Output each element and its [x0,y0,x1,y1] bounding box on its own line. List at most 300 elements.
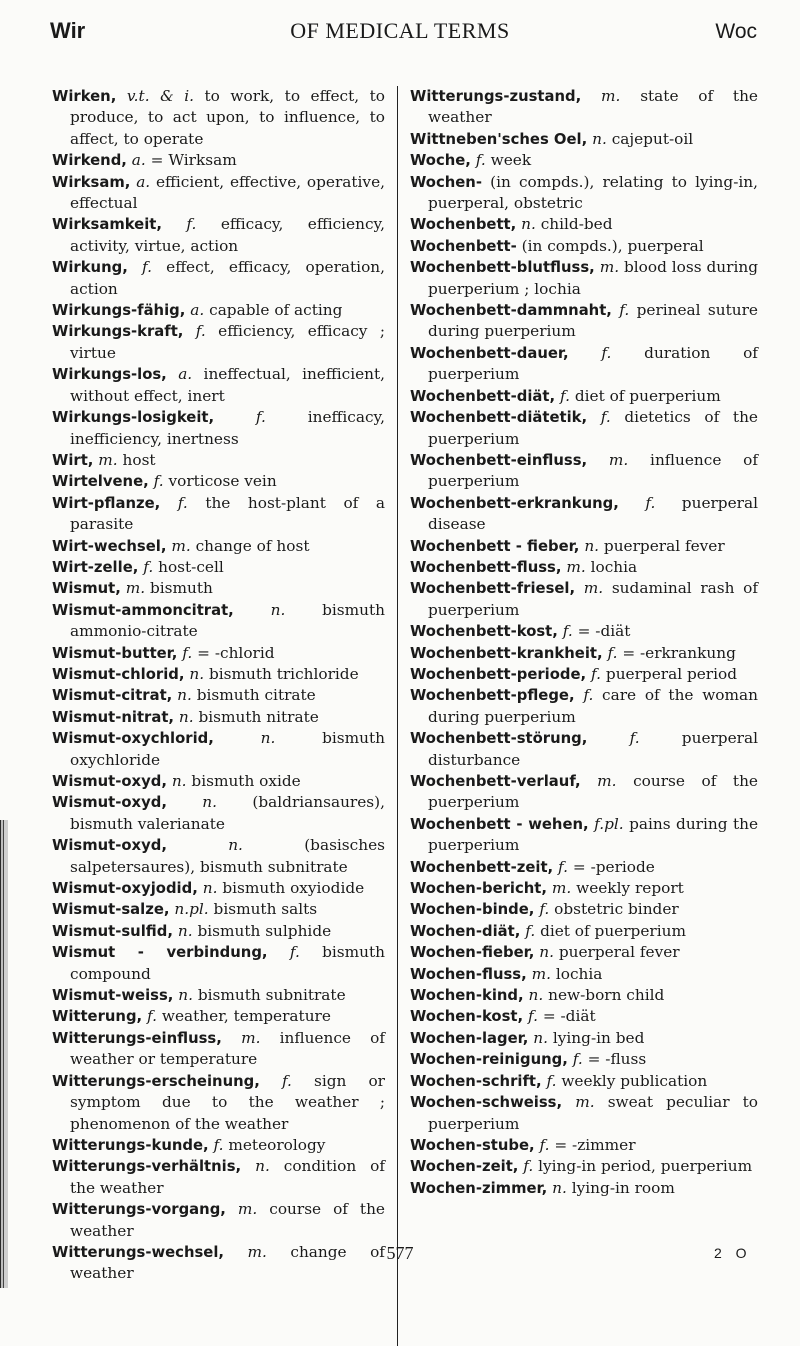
dictionary-entry [410,257,758,300]
entry-grammar: f. [186,215,197,234]
entry-definition: = -diät [577,622,631,641]
entry-grammar: f. [195,322,206,341]
entry-definition: bismuth [149,579,213,598]
dictionary-entry [410,578,758,621]
entry-definition: bismuth citrate [196,686,316,705]
entry-grammar: n. [270,600,286,619]
left-column [52,86,385,1285]
dictionary-entry [410,150,758,171]
page-number: 577 [386,1243,414,1263]
dictionary-entry [410,1135,758,1156]
entry-headword: Wochenbett, [410,216,517,234]
entry-headword: Wochen-schrift, [410,1072,542,1090]
entry-grammar: n.pl. [174,900,209,919]
header-last-guide-word: Woc [715,20,757,43]
entry-headword: Wochenbett-krankheit, [410,644,603,662]
entry-grammar: m. [125,579,146,598]
entry-definition: change of weather [70,1242,385,1283]
entry-headword: Wochenbett-periode, [410,665,587,683]
entry-definition: lochia [590,557,638,576]
dictionary-entry [410,985,758,1006]
dictionary-entry [52,985,385,1006]
dictionary-entry [410,1049,758,1070]
entry-grammar: f. [255,408,266,427]
entry-headword: Wismut-oxyd, [52,837,167,855]
entry-grammar: f. [539,1135,550,1154]
dictionary-entry [52,557,385,578]
entry-headword: Wirt-pflanze, [52,494,161,512]
entry-grammar: f. [475,151,486,170]
entry-definition: diet of puerperium [540,921,686,940]
entry-headword: Wirkung, [52,259,128,277]
entry-grammar: n. [202,793,218,812]
entry-headword: Wochenbett-dammnaht, [410,302,612,320]
entry-definition: cajeput-oil [611,129,694,148]
entry-grammar: f. [147,1007,158,1026]
entry-definition: bismuth ammonio-citrate [70,600,385,641]
entry-definition: = Wirksam [150,151,237,170]
entry-headword: Wochenbett- [410,237,517,255]
dictionary-entry [52,899,385,920]
entry-grammar: n. [521,215,536,234]
entry-headword: Wirt, [52,451,94,469]
entry-grammar: n. [178,707,194,726]
entry-definition: week [490,151,532,170]
entry-grammar: a. [136,172,151,191]
dictionary-entry [52,1028,385,1071]
entry-headword: Wismut-nitrat, [52,708,175,726]
entry-definition: course of the weather [70,1200,385,1240]
entry-grammar: f. [583,686,594,705]
entry-headword: Wochenbett-zeit, [410,858,554,876]
entry-headword: Wochen-zimmer, [410,1179,548,1197]
entry-grammar: f. [153,472,164,491]
header-title: OF MEDICAL TERMS [290,18,510,43]
dictionary-entry [410,771,758,814]
entry-grammar: m. [241,1028,261,1047]
entry-headword: Wirtelvene, [52,473,149,491]
dictionary-entry [410,86,758,129]
entry-definition: efficient, effective, operative, effectual [70,172,385,213]
entry-definition: efficacy, efficiency, activity, virtue, action [70,215,385,255]
entry-headword: Wochen-fluss, [410,965,527,983]
dictionary-entry [52,300,385,321]
entry-headword: Wirkungs-kraft, [52,323,184,341]
entry-grammar: m. [597,772,617,790]
entry-grammar: f. [572,1050,583,1069]
entry-headword: Wochenbett-pflege, [410,687,575,705]
entry-grammar: n. [592,129,607,148]
entry-headword: Wirken, [52,88,117,105]
entry-headword: Wirkungs-losigkeit, [52,409,215,427]
entry-definition: weekly publication [561,1071,708,1090]
right-column [410,86,758,1199]
dictionary-entry [52,664,385,685]
dictionary-entry [410,1178,758,1199]
entry-definition: host-cell [158,557,224,576]
entry-definition: dietetics of the puerperium [428,408,758,448]
dictionary-entry [410,942,758,963]
entry-headword: Wochenbett-diätetik, [410,409,588,427]
entry-headword: Wirt-wechsel, [52,537,167,555]
entry-definition: obstetric binder [554,900,679,919]
entry-grammar: m. [551,879,572,898]
entry-grammar: f. [143,557,154,576]
entry-headword: Wismut-weiss, [52,987,174,1005]
entry-grammar: m. [601,87,621,105]
entry-headword: Wochenbett-friesel, [410,580,576,598]
entry-definition: bismuth sulphide [197,921,332,940]
entry-grammar: n. [178,986,193,1005]
dictionary-entry [410,450,758,493]
entry-definition: (in compds.), puerperal [521,236,704,255]
dictionary-entry [52,792,385,835]
entry-headword: Wismut-oxychlorid, [52,730,214,748]
entry-definition: bismuth trichloride [208,664,359,683]
entry-headword: Wochen-lager, [410,1029,529,1047]
entry-definition: vorticose vein [168,472,277,491]
dictionary-entry [52,942,385,985]
dictionary-entry [52,771,385,792]
entry-grammar: n. [189,664,205,683]
entry-headword: Witterungs-zustand, [410,88,582,105]
dictionary-entry [52,364,385,407]
entry-definition: influence of puerperium [428,450,758,491]
dictionary-entry [52,578,385,599]
entry-headword: Wochenbett-verlauf, [410,773,581,790]
entry-headword: Wismut-butter, [52,644,178,662]
entry-headword: Wochen-stube, [410,1136,535,1154]
dictionary-entry [52,150,385,171]
entry-definition: bismuth oxide [191,772,301,790]
entry-definition: bismuth oxychloride [70,729,385,769]
dictionary-entry [52,707,385,728]
column-divider [397,86,398,1346]
entry-grammar: f. [601,343,612,362]
entry-headword: Wochenbett - wehen, [410,815,589,833]
entry-grammar: a. [190,301,205,320]
entry-definition: = -chlorid [197,643,275,662]
entry-definition: bismuth compound [70,943,385,983]
entry-headword: Wirksamkeit, [52,216,162,234]
entry-grammar: m. [98,450,118,469]
entry-grammar: f. [546,1071,557,1090]
dictionary-entry [52,685,385,706]
entry-definition: bismuth oxyiodide [222,879,365,898]
dictionary-entry [52,321,385,364]
dictionary-entry [52,257,385,300]
dictionary-entry [410,1071,758,1092]
signature-mark: 2 O [714,1245,752,1261]
entry-definition: bismuth salts [213,900,318,919]
entry-grammar: n. [177,921,193,940]
dictionary-entry [52,214,385,257]
entry-headword: Wirt-zelle, [52,558,139,576]
entry-headword: Wochenbett-dauer, [410,344,569,362]
dictionary-entry [410,129,758,150]
entry-grammar: n. [552,1178,567,1197]
entry-definition: lying-in bed [552,1028,645,1047]
entry-definition: sign or symptom due to the weather ; phenomenon of the weather [70,1071,385,1133]
entry-definition: puerperal fever [558,943,680,962]
dictionary-entry [52,450,385,471]
entry-grammar: f. [525,921,536,940]
entry-headword: Wismut-chlorid, [52,665,185,683]
entry-grammar: m. [566,557,586,576]
dictionary-entry [410,557,758,578]
entry-grammar: a. [131,151,146,170]
entry-grammar: f. [558,857,569,876]
dictionary-entry [52,835,385,878]
entry-definition: = -diät [542,1007,596,1026]
entry-definition: capable of acting [209,301,343,320]
entry-headword: Wochen-kind, [410,987,524,1005]
entry-definition: ineffectual, inefficient, without effect, inert [70,365,385,405]
dictionary-entry [52,1006,385,1027]
entry-definition: puerperal fever [603,536,725,555]
entry-grammar: f. [607,643,618,662]
entry-definition: = -periode [572,857,655,876]
entry-grammar: n. [177,686,192,705]
entry-headword: Witterungs-erscheinung, [52,1072,260,1090]
page-footer [0,1243,800,1267]
dictionary-entry [410,386,758,407]
entry-headword: Wochen-binde, [410,901,535,919]
entry-headword: Wochenbett-fluss, [410,558,562,576]
entry-headword: Wismut, [52,580,121,598]
entry-grammar: f. [600,408,611,427]
dictionary-entry [410,1092,758,1135]
entry-grammar: v.t. & i. [126,87,194,105]
entry-headword: Wochenbett-kost, [410,623,558,641]
entry-headword: Wochenbett-erkrankung, [410,494,619,512]
dictionary-entry [410,1028,758,1049]
entry-definition: course of the puerperium [428,772,758,812]
dictionary-entry [410,493,758,536]
entry-headword: Wismut-salze, [52,901,170,919]
dictionary-entry [52,728,385,771]
entry-definition: = -erkrankung [622,643,736,662]
dictionary-entry [52,471,385,492]
entry-grammar: m. [531,964,551,983]
entry-grammar: m. [237,1200,258,1219]
dictionary-entry [52,1071,385,1135]
dictionary-entry [410,536,758,557]
entry-headword: Wochen-reinigung, [410,1051,568,1069]
dictionary-entry [52,921,385,942]
entry-grammar: f. [213,1135,224,1154]
entry-grammar: n. [539,943,554,962]
entry-grammar: n. [533,1028,548,1047]
entry-headword: Wochen- [410,173,482,191]
entry-headword: Witterungs-kunde, [52,1136,209,1154]
entry-grammar: m. [247,1242,267,1261]
entry-headword: Wochen-bericht, [410,880,547,898]
entry-definition: to work, to effect, to produce, to act upon, to influence, to affect, to operate [70,87,385,148]
entry-definition: = -zimmer [554,1135,636,1154]
dictionary-entry [410,857,758,878]
entry-headword: Wirkungs-los, [52,366,167,384]
dictionary-entry [410,407,758,450]
entry-grammar: m. [608,450,629,469]
entry-headword: Wochenbett-störung, [410,730,588,748]
entry-definition: new-born child [548,986,665,1005]
entry-grammar: n. [255,1157,270,1176]
entry-definition: duration of puerperium [428,343,758,384]
entry-definition: meteorology [228,1135,326,1154]
entry-definition: weather, temperature [161,1007,331,1026]
dictionary-entry [52,493,385,536]
entry-definition: diet of puerperium [574,386,721,405]
entry-grammar: f. [591,664,602,683]
entry-headword: Wochenbett-diät, [410,387,556,405]
entry-grammar: n. [202,879,218,898]
entry-definition: blood loss during puerperium ; lochia [428,258,758,298]
entry-headword: Wismut-oxyd, [52,794,167,812]
entry-grammar: f. [559,386,570,405]
entry-definition: puerperal disease [428,493,758,534]
entry-headword: Wismut-oxyd, [52,773,167,790]
entry-grammar: f. [182,643,193,662]
entry-definition: change of host [195,536,310,555]
entry-headword: Wismut - verbindung, [52,944,268,962]
entry-headword: Wochen-zeit, [410,1158,519,1176]
dictionary-entry [52,1135,385,1156]
entry-definition: child-bed [540,215,613,234]
entry-grammar: n. [528,986,544,1005]
entry-headword: Wirkungs-fähig, [52,302,186,320]
entry-grammar: n. [584,536,600,555]
entry-grammar: f. [629,729,640,748]
entry-definition: puerperal disturbance [428,729,758,769]
entry-definition: pains during the puerperium [428,814,759,855]
entry-grammar: f.pl. [594,814,624,833]
entry-grammar: f. [645,493,656,512]
entry-definition: state of the weather [428,87,758,127]
entry-headword: Wochenbett-blutfluss, [410,259,595,277]
entry-definition: perineal suture during puerperium [428,301,758,341]
dictionary-entry [410,964,758,985]
dictionary-entry [52,878,385,899]
entry-definition: sweat peculiar to puerperium [428,1093,758,1133]
running-header [0,18,800,58]
entry-definition: effect, efficacy, operation, action [70,258,385,298]
dictionary-entry [52,86,385,150]
entry-headword: Wochen-kost, [410,1008,524,1026]
entry-grammar: n. [171,772,187,790]
dictionary-entry [410,343,758,386]
entry-definition: bismuth nitrate [198,707,319,726]
dictionary-entry [410,728,758,771]
dictionary-entry [410,921,758,942]
entry-definition: inefficacy, inefficiency, inertness [70,408,385,448]
dictionary-entry [410,621,758,642]
entry-grammar: n. [228,836,243,855]
dictionary-entry [410,899,758,920]
entry-grammar: f. [281,1071,292,1090]
entry-headword: Wochen-schweiss, [410,1094,563,1112]
entry-definition: weekly report [576,879,684,898]
entry-headword: Wirksam, [52,173,131,191]
entry-definition: lying-in room [571,1178,675,1197]
dictionary-entry [410,236,758,257]
entry-grammar: f. [619,301,630,320]
entry-definition: lying-in period, puerperium [538,1157,753,1176]
entry-definition: host [122,450,156,469]
entry-definition: sudaminal rash of puerperium [428,579,758,619]
entry-definition: bismuth subnitrate [197,986,346,1005]
entry-definition: (in compds.), relating to lying-in, puerperal, obstetric [428,172,758,213]
dictionary-entry [52,600,385,643]
dictionary-entry [410,685,758,728]
dictionary-entry [410,814,758,857]
entry-grammar: f. [539,900,550,919]
entry-headword: Witterungs-wechsel, [52,1243,225,1261]
entry-headword: Witterungs-einfluss, [52,1029,222,1047]
dictionary-entry [410,1156,758,1177]
entry-headword: Wochen-fieber, [410,944,535,962]
dictionary-entry [52,536,385,557]
entry-grammar: n. [260,729,276,748]
entry-grammar: m. [583,579,604,598]
entry-grammar: f. [177,493,188,512]
dictionary-entry [410,172,758,215]
dictionary-entry [410,300,758,343]
entry-grammar: a. [178,365,193,384]
dictionary-entry [52,407,385,450]
entry-headword: Wirkend, [52,152,127,170]
entry-headword: Woche, [410,152,471,170]
entry-grammar: f. [523,1157,534,1176]
dictionary-entry [52,1156,385,1199]
entry-definition: = -fluss [587,1050,647,1069]
entry-definition: (baldriansaures), bismuth valerianate [70,793,385,833]
entry-definition: care of the woman during puerperium [428,686,758,726]
entry-headword: Wochenbett-einfluss, [410,451,588,469]
page-edge-shadow [0,820,8,1288]
entry-headword: Wismut-citrat, [52,687,173,705]
entry-headword: Wismut-sulfid, [52,922,173,940]
entry-definition: condition of the weather [70,1157,385,1197]
dictionary-entry [410,643,758,664]
entry-headword: Wochen-diät, [410,922,521,940]
entry-definition: (basisches salpetersaures), bismuth subnitrate [70,836,385,876]
entry-grammar: m. [575,1093,595,1112]
entry-definition: lochia [555,964,603,983]
header-first-guide-word: Wir [50,18,86,43]
entry-grammar: m. [599,258,620,277]
entry-definition: efficiency, efficacy ; virtue [70,322,385,362]
entry-grammar: m. [171,536,191,555]
dictionary-entry [410,664,758,685]
dictionary-entry [410,878,758,899]
dictionary-entry [410,214,758,235]
entry-headword: Witterungs-vorgang, [52,1201,226,1219]
entry-headword: Wismut-ammoncitrat, [52,601,234,619]
dictionary-entry [52,643,385,664]
entry-definition: puerperal period [605,664,737,683]
entry-definition: influence of weather or temperature [70,1028,385,1069]
entry-grammar: f. [562,622,573,641]
entry-headword: Witterungs-verhältnis, [52,1158,242,1176]
entry-grammar: f. [141,258,152,277]
entry-definition: the host-plant of a parasite [70,493,385,534]
entry-headword: Wittneben'sches Oel, [410,130,588,148]
entry-headword: Wochenbett - fieber, [410,537,580,555]
entry-grammar: f. [527,1007,538,1026]
entry-headword: Wismut-oxyjodid, [52,880,198,898]
entry-headword: Witterung, [52,1008,143,1026]
